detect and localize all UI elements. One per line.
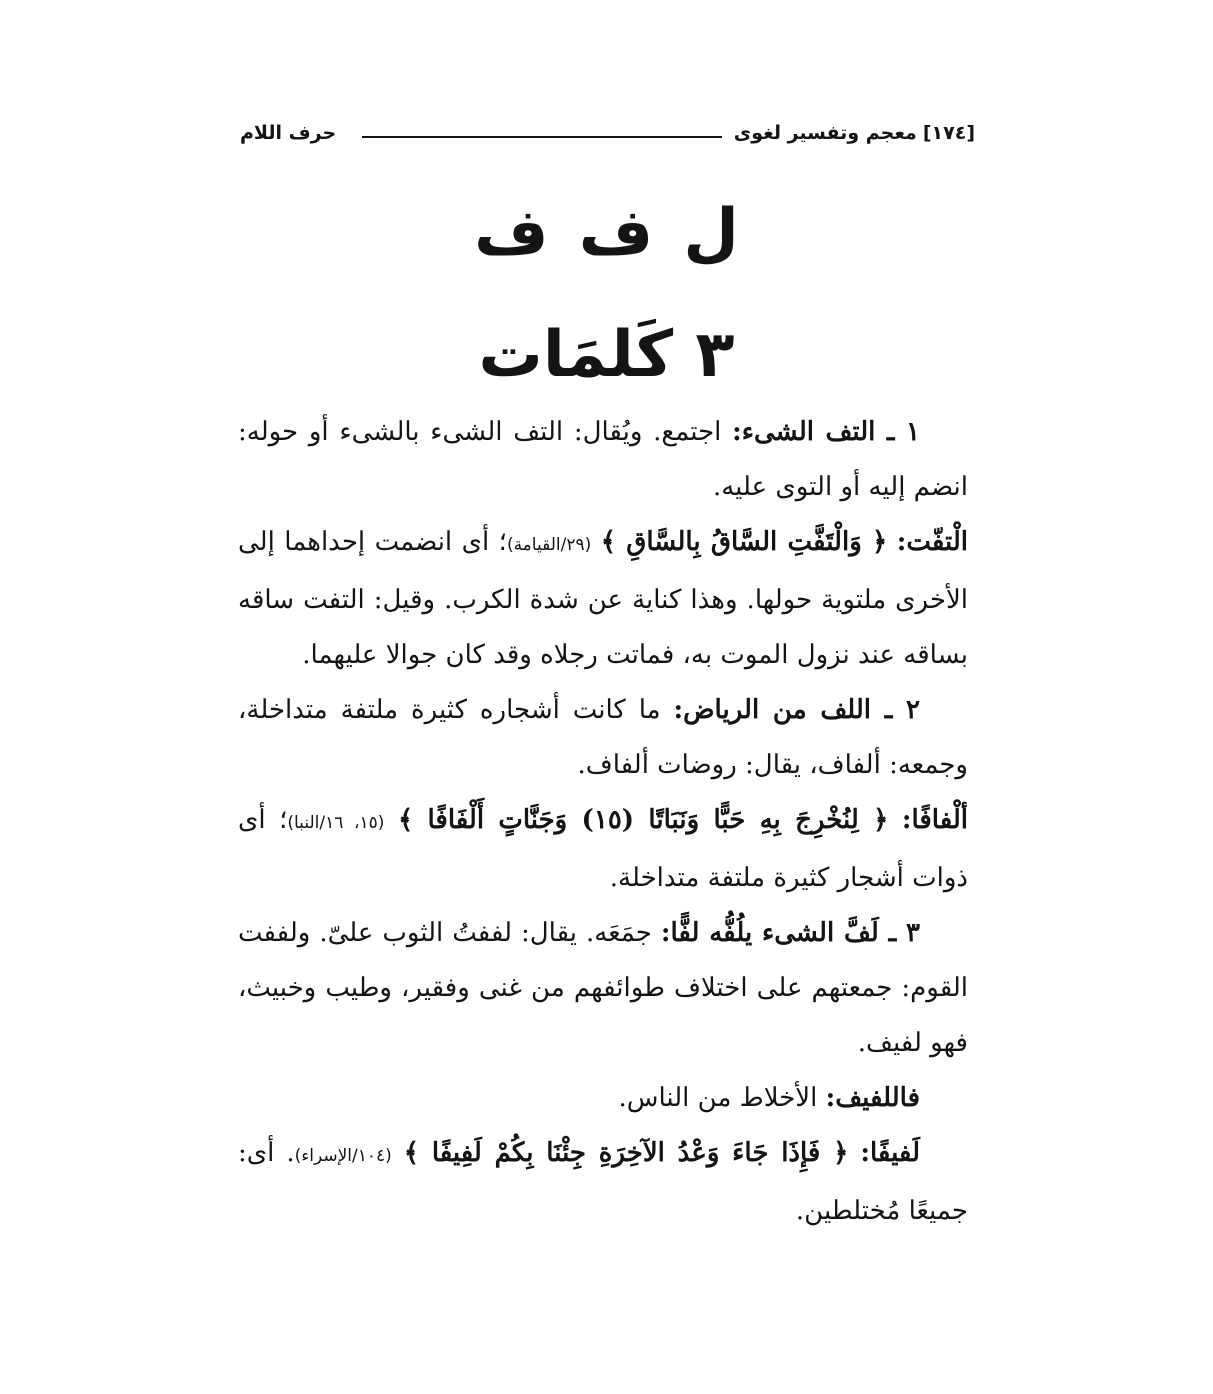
entry-term: فاللفيف: bbox=[825, 1083, 920, 1113]
quran-citation-1 bbox=[238, 515, 968, 683]
entry-2 bbox=[238, 683, 968, 793]
entry-term: ١ ـ التف الشىء: bbox=[732, 417, 920, 447]
entry-3 bbox=[238, 906, 968, 1071]
word-count-heading: ٣ كَلمَات bbox=[478, 318, 735, 392]
entry-term: ٢ ـ اللف من الرياض: bbox=[673, 695, 921, 725]
quran-verse: ﴿ لِنُخْرِجَ بِهِ حَبًّا وَنَبَاتًا (١٥) وَجَنَّاتٍ أَلْفَافًا ﴾ bbox=[397, 805, 889, 835]
root-letters-heading: ل ف ف bbox=[474, 196, 739, 270]
quran-citation-2 bbox=[238, 793, 968, 906]
explanation-text: ؛ أى انضمت إحداهما إلى الأخرى ملتوية حولها. وهذا كناية عن شدة الكرب. وقيل: التفت ساقه بساقه عند نزول الموت به، فماتت رجلاه وقد كان جوالا عليهما. bbox=[238, 527, 968, 670]
entry-term: ٣ ـ لَفَّ الشىء يلُفُّه لفًّا: bbox=[660, 918, 920, 948]
entry-text: جمَعَه. يقال: لففتُ الثوب علىّ. ولففت القوم: جمعتهم على اختلاف طوائفهم من غنى وفقير، وطيب وخبيث، فهو لفيف. bbox=[238, 918, 968, 1058]
verse-reference: (٢٩/القيامة) bbox=[506, 535, 592, 555]
entry-body bbox=[238, 405, 968, 1239]
explanation-text: ؛ أى ذوات أشجار كثيرة ملتفة متداخلة. bbox=[238, 805, 968, 893]
header-rule bbox=[362, 136, 722, 138]
quran-verse: ﴿ فَإِذَا جَاءَ وَعْدُ الآخِرَةِ جِئْنَا بِكُمْ لَفِيفًا ﴾ bbox=[403, 1138, 849, 1168]
entry-text: اجتمع. ويُقال: التف الشىء بالشىء أو حوله: انضم إليه أو التوى عليه. bbox=[238, 417, 968, 502]
verse-reference: (١٠٤/الإسراء) bbox=[294, 1146, 392, 1166]
entry-1 bbox=[238, 405, 968, 515]
quran-verse: ﴿ وَالْتَفَّتِ السَّاقُ بِالسَّاقِ ﴾ bbox=[600, 527, 888, 557]
book-title: معجم وتفسير لغوى bbox=[733, 122, 917, 144]
entry-3-sub bbox=[238, 1071, 968, 1126]
cited-word: الْتفّت: bbox=[896, 527, 968, 557]
running-header bbox=[240, 116, 975, 150]
entry-text: ما كانت أشجاره كثيرة ملتفة متداخلة، وجمعه: ألفاف، يقال: روضات ألفاف. bbox=[238, 695, 968, 780]
entry-text: الأخلاط من الناس. bbox=[618, 1083, 826, 1113]
quran-citation-3 bbox=[238, 1126, 968, 1239]
explanation-text: . أى: جميعًا مُختلطين. bbox=[238, 1138, 968, 1226]
cited-word: لَفيفًا: bbox=[860, 1138, 920, 1168]
section-title: حرف اللام bbox=[240, 122, 337, 144]
page-number: [١٧٤] bbox=[922, 122, 975, 144]
verse-reference: (١٥، ١٦/النبا) bbox=[287, 813, 385, 833]
cited-word: ألْفافًا: bbox=[901, 805, 969, 835]
